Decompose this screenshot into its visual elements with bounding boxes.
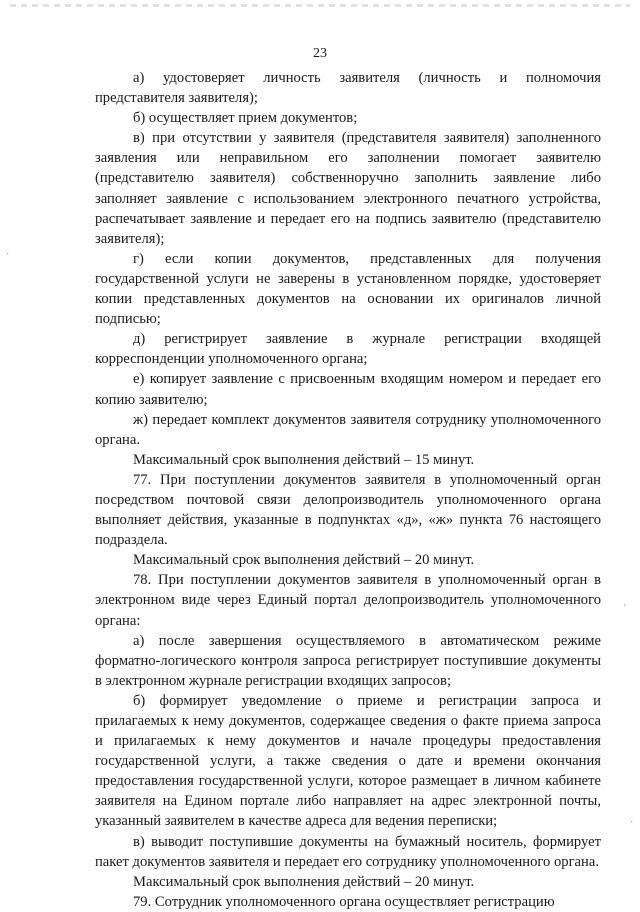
paragraph: б) осуществляет прием документов;	[133, 110, 358, 127]
paragraph: а) после завершения осуществляемого в автоматическом режиме форматно-логического контроля запроса регистрирует поступившие документы в электронном журнале регистрации входящих запросов;	[95, 632, 601, 689]
paragraph: в) при отсутствии у заявителя (представителя заявителя) заполненного заявления или неправильном его заполнении помогает заявителю (представителю заявителя) собственноручно заполнить заявление либо заполняет заявление с использованием электронного печатного устройства, распечатывает заявление и передает его на подпись заявителю (представителю заявителя);	[95, 130, 601, 247]
paragraph-last: 79. Сотрудник уполномоченного органа осуществляет регистрацию	[133, 893, 555, 910]
paragraph: г) если копии документов, представленных для получения государственной услуги не заверены в установленном порядке, удостоверяет копии представленных документов на основании их оригиналов личной подписью;	[95, 250, 601, 328]
paragraph: 78. При поступлении документов заявителя в уполномоченный орган в электронном виде через Единый портал делопроизводитель уполномоченного органа:	[95, 572, 601, 629]
paragraph: Максимальный срок выполнения действий – 15 минут.	[133, 451, 475, 468]
scan-mark: ·	[630, 817, 634, 828]
page-number: 23	[313, 46, 327, 61]
paragraph: Максимальный срок выполнения действий – 20 минут.	[133, 552, 475, 569]
paragraph: в) выводит поступившие документы на бумажный носитель, формирует пакет документов заявителя и передает его сотруднику уполномоченного органа.	[95, 833, 601, 870]
paragraph: б) формирует уведомление о приеме и регистрации запроса и прилагаемых к нему документов, содержащее сведения о факте приема запроса и прилагаемых к нему документов и начале процедуры предоставления государственной услуги, а также сведения о дате и времени окончания предоставления государственной услуги, которое размещает в личном кабинете заявителя на Едином портале либо направляет на адрес электронной почты, указанный заявителем в качестве адреса для ведения переписки;	[95, 692, 601, 830]
scan-mark: '	[624, 603, 626, 614]
paragraph: е) копирует заявление с присвоенным входящим номером и передает его копию заявителю;	[95, 371, 601, 408]
paragraph: д) регистрирует заявление в журнале регистрации входящей корреспонденции уполномоченного органа;	[95, 331, 601, 368]
paragraph: а) удостоверяет личность заявителя (личность и полномочия представителя заявителя);	[95, 70, 601, 107]
document-body	[95, 68, 601, 912]
scan-mark: ·	[6, 249, 10, 260]
scan-noise-top	[10, 4, 630, 7]
paragraph: Максимальный срок выполнения действий – 20 минут.	[133, 873, 475, 890]
paragraph: ж) передает комплект документов заявителя сотруднику уполномоченного органа.	[95, 411, 601, 448]
paragraph: 77. При поступлении документов заявителя в уполномоченный орган посредством почтовой связи делопроизводитель уполномоченного органа выполняет действия, указанные в подпунктах «д», «ж» пункта 76 настоящего подраздела.	[95, 471, 601, 549]
